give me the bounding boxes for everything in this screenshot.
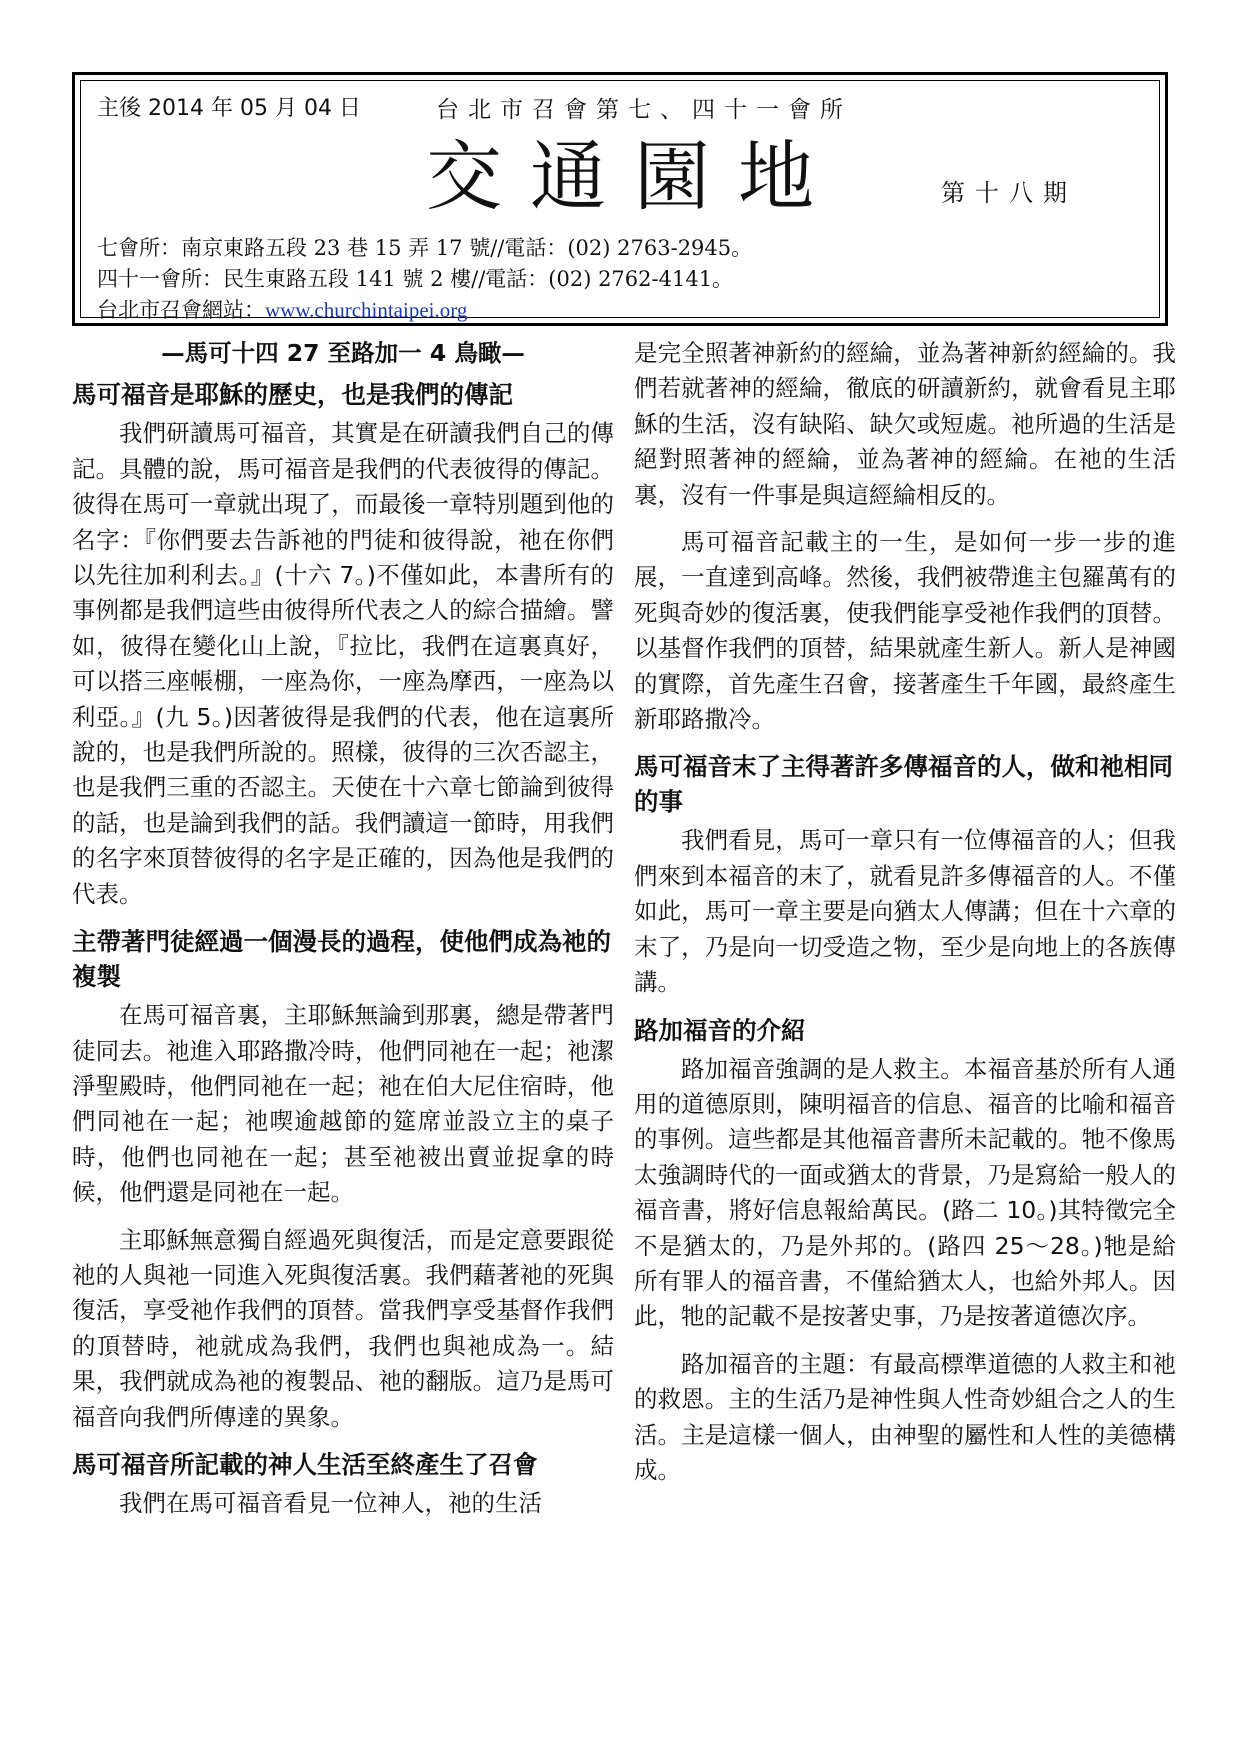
paragraph: 路加福音強調的是人救主。本福音基於所有人通用的道德原則，陳明福音的信息、福音的比喻和福音的事例。這些都是其他福音書所未記載的。牠不像馬太強調時代的一面或猶太的背景，乃是寫給一般人的福音書，將好信息報給萬民。(路二 10。)其特徵完全不是猶太的，乃是外邦的。(路四 25～28。)牠是給所有罪人的福音書，不僅給猶太人，也給外邦人。因此，牠的記載不是按著史事，乃是按著道德次序。 <box>634 1054 1176 1331</box>
organization-name: 台北市召會第七、四十一會所 <box>436 97 852 123</box>
paragraph: 我們研讀馬可福音，其實是在研讀我們自己的傳記。具體的說，馬可福音是我們的代表彼得的傳記。彼得在馬可一章就出現了，而最後一章特別題到他的名字：『你們要去告訴祂的門徒和彼得說，祂在你們以先往加利利去。』(十六 7。)不僅如此，本書所有的事例都是我們這些由彼得所代表之人的綜合描繪。譬如，彼得在變化山上說，『拉比，我們在這裏真好，可以搭三座帳棚，一座為你，一座為摩西，一座為以利亞。』(九 5。)因著彼得是我們的代表，他在這裏所說的，也是我們所說的。照樣，彼得的三次否認主，也是我們三重的否認主。天使在十六章七節論到彼得的話，也是論到我們的話。我們讀這一節時，用我們的名字來頂替彼得的名字是正確的，因為他是我們的代表。 <box>72 419 614 908</box>
masthead <box>72 72 1168 326</box>
website-line <box>97 295 752 326</box>
contact-info <box>97 233 752 326</box>
paragraph: 路加福音的主題：有最高標準道德的人救主和祂的救恩。主的生活乃是神性與人性奇妙組合之人的生活。主是這樣一個人，由神聖的屬性和人性的美德構成。 <box>634 1349 1176 1484</box>
address-hall-7: 七會所：南京東路五段 23 巷 15 弄 17 號//電話：(02) 2763-2945。 <box>97 236 753 260</box>
issue-date: 主後 2014 年 05 月 04 日 <box>97 96 361 121</box>
newsletter-title: 交通園地 <box>426 132 842 221</box>
issue-number: 第十八期 <box>941 179 1077 207</box>
paragraph: 是完全照著神新約的經綸，並為著神新約經綸的。我們若就著神的經綸，徹底的研讀新約，就會看見主耶穌的生活，沒有缺陷、缺欠或短處。祂所過的生活是絕對照著神的經綸，並為著神的經綸。在祂的生活裏，沒有一件事是與這經綸相反的。 <box>634 339 1176 509</box>
section-heading: 馬可福音是耶穌的歷史，也是我們的傳記 <box>72 380 513 410</box>
article-subtitle: —馬可十四 27 至路加一 4 鳥瞰— <box>161 339 525 367</box>
paragraph: 在馬可福音裏，主耶穌無論到那裏，總是帶著門徒同去。祂進入耶路撒冷時，他們同祂在一起；祂潔淨聖殿時，他們同祂在一起；祂在伯大尼住宿時，他們同祂在一起；祂喫逾越節的筵席並設立主的桌子時，他們也同祂在一起；甚至祂被出賣並捉拿的時候，他們還是同祂在一起。 <box>72 1001 614 1207</box>
section-heading: 主帶著門徒經過一個漫長的過程，使他們成為祂的複製 <box>72 927 611 992</box>
website-label: 台北市召會網站： <box>97 298 265 322</box>
paragraph: 我們看見，馬可一章只有一位傳福音的人；但我們來到本福音的末了，就看見許多傳福音的人。不僅如此，馬可一章主要是向猶太人傳講；但在十六章的末了，乃是向一切受造之物，至少是向地上的各族傳講。 <box>634 826 1176 997</box>
section-heading: 馬可福音所記載的神人生活至終產生了召會 <box>72 1449 538 1479</box>
website-link[interactable]: www.churchintaipei.org <box>265 298 468 322</box>
paragraph: 主耶穌無意獨自經過死與復活，而是定意要跟從祂的人與祂一同進入死與復活裏。我們藉著祂的死與復活，享受祂作我們的頂替。當我們享受基督作我們的頂替時，祂就成為我們，我們也與祂成為一。結果，我們就成為祂的複製品、祂的翻版。這乃是馬可福音向我們所傳達的異象。 <box>72 1225 614 1431</box>
masthead-inner-border <box>80 80 1160 322</box>
section-heading: 馬可福音末了主得著許多傳福音的人，做和祂相同的事 <box>634 752 1173 817</box>
right-column <box>634 336 1176 1500</box>
section-heading: 路加福音的介紹 <box>634 1015 806 1045</box>
left-column <box>72 336 614 1533</box>
paragraph: 馬可福音記載主的一生，是如何一步一步的進展，一直達到高峰。然後，我們被帶進主包羅萬有的死與奇妙的復活裏，使我們能享受祂作我們的頂替。以基督作我們的頂替，結果就產生新人。新人是神國的實際，首先產生召會，接著產生千年國，最終產生新耶路撒冷。 <box>634 528 1176 734</box>
paragraph: 我們在馬可福音看見一位神人，祂的生活 <box>119 1488 542 1517</box>
address-hall-41: 四十一會所：民生東路五段 141 號 2 樓//電話：(02) 2762-4141。 <box>97 267 734 291</box>
